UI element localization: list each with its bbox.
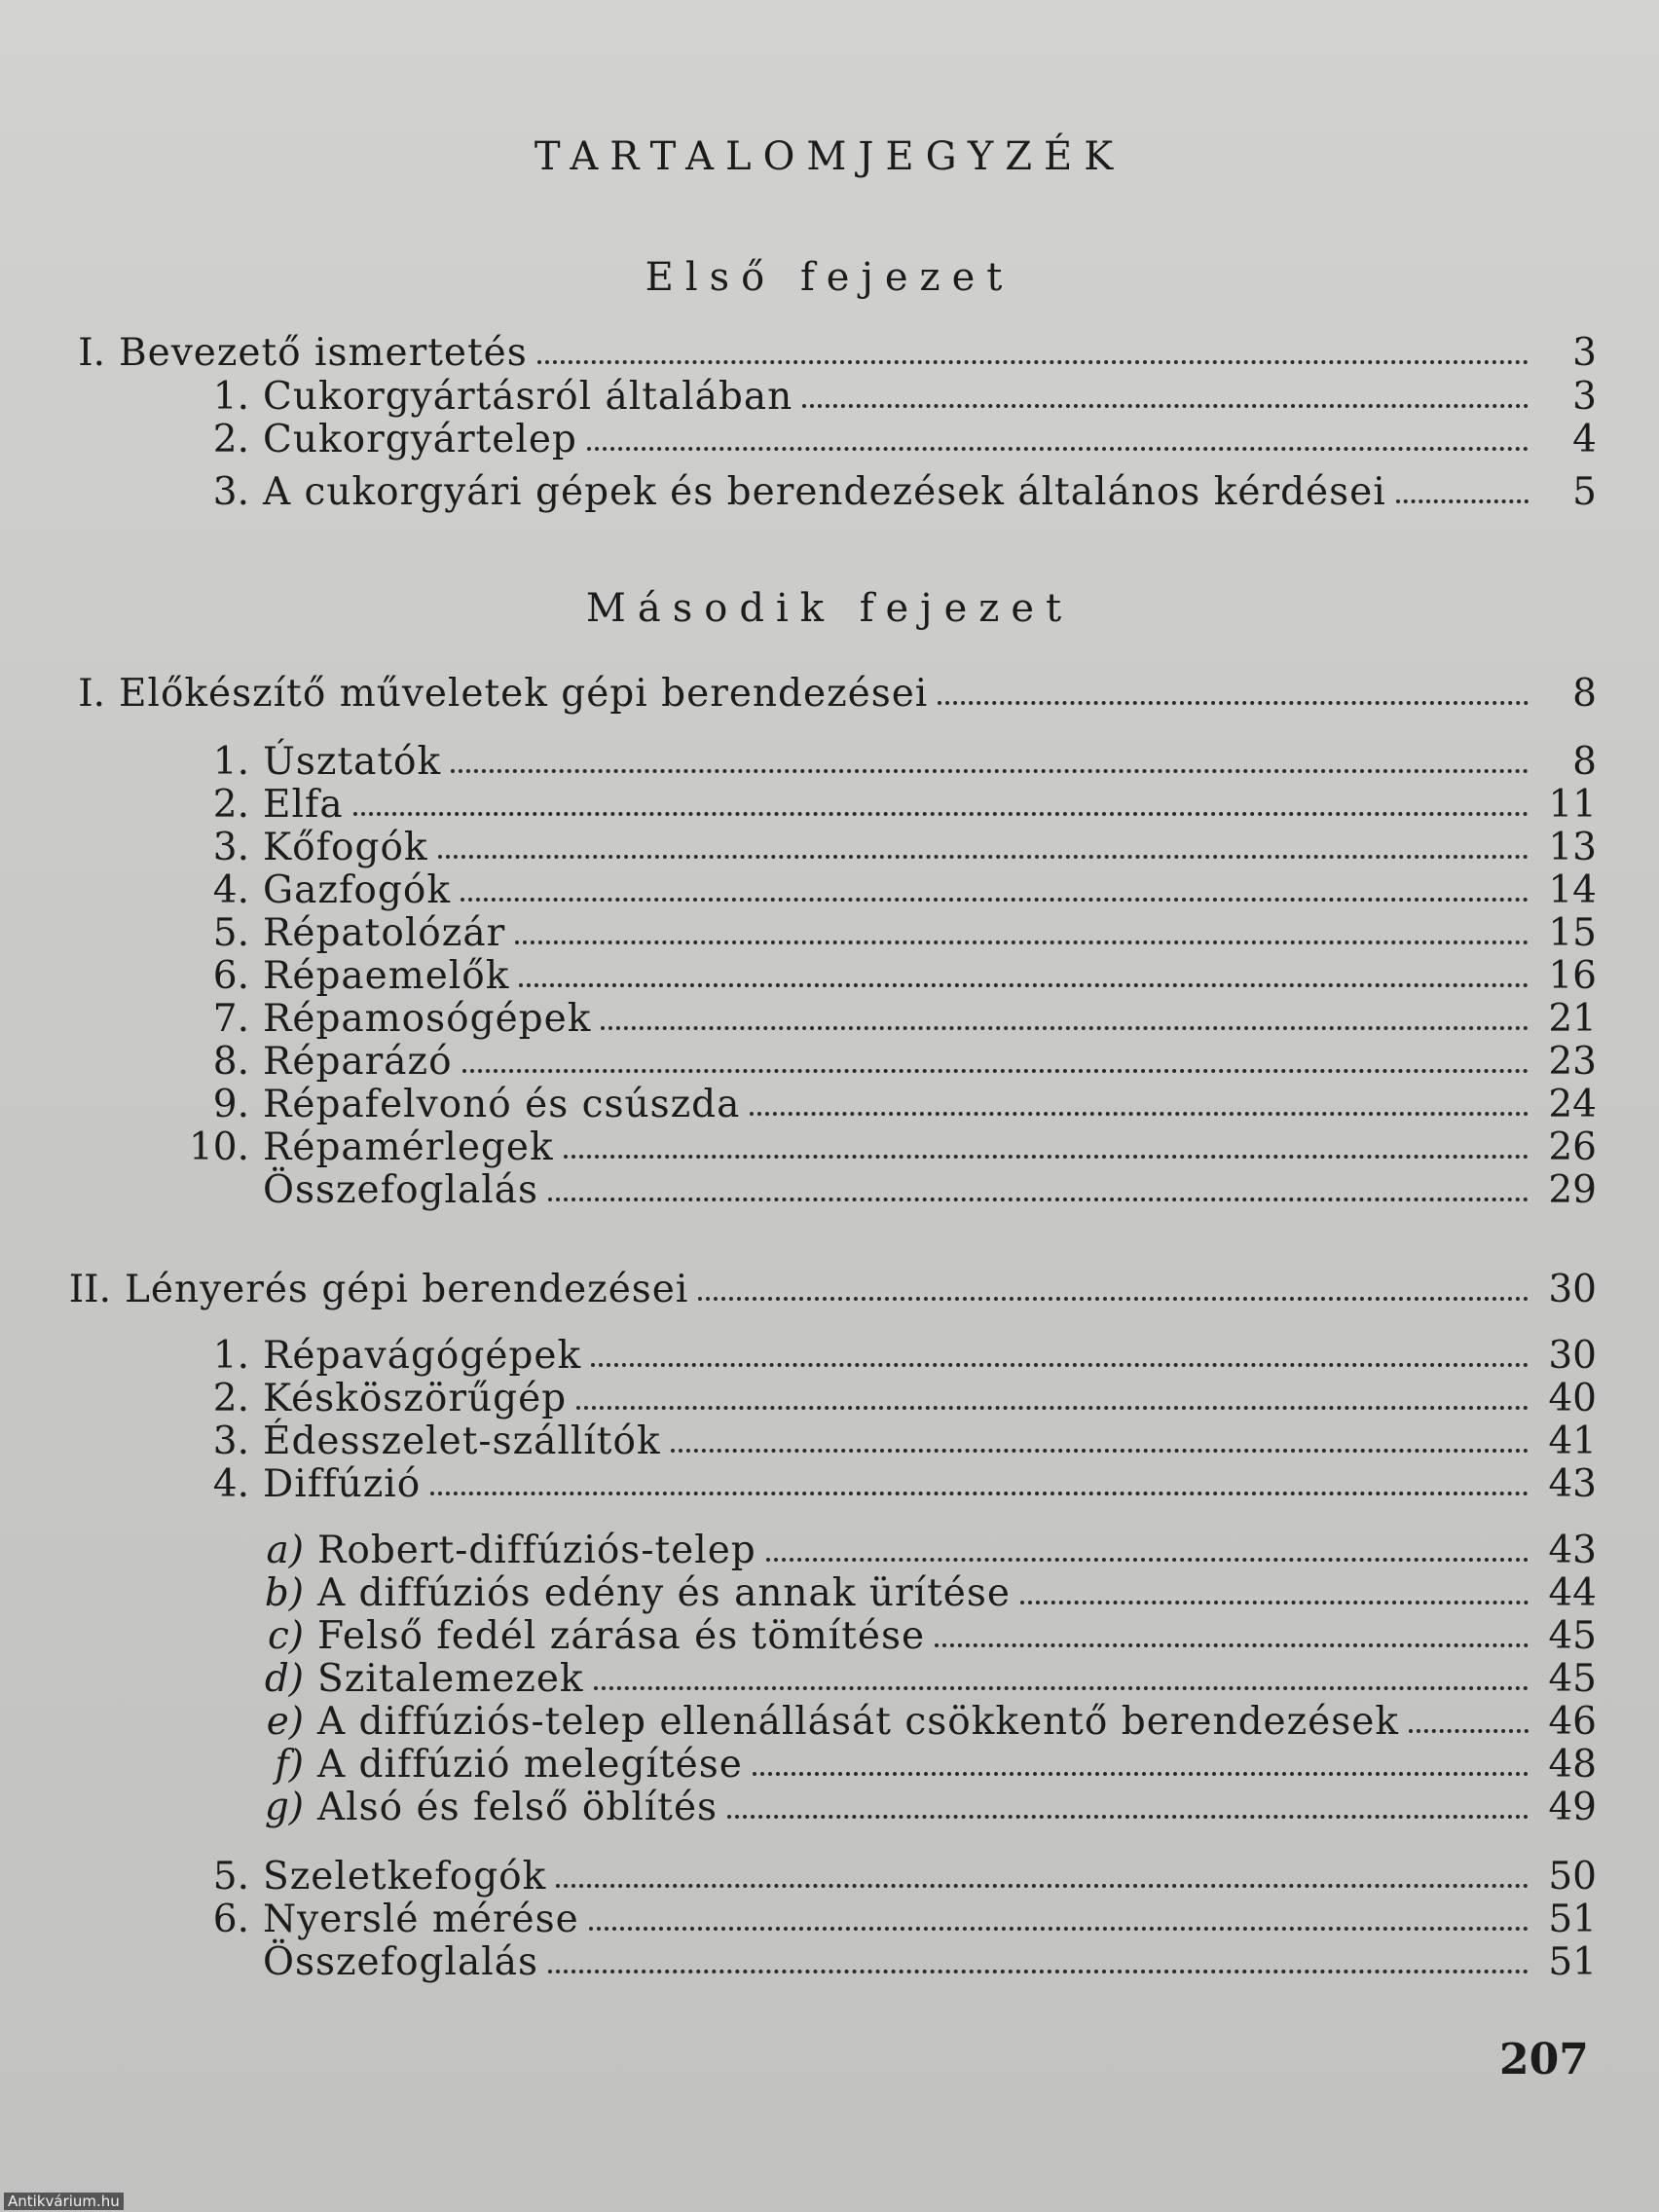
item-label: Késköszörűgép <box>263 1377 568 1420</box>
item-number: 1. <box>212 375 249 419</box>
leader-dots <box>750 1111 1529 1116</box>
item-label: Réparázó <box>263 1040 453 1084</box>
page-ref: 3 <box>1572 375 1597 419</box>
item-number: 2. <box>212 1377 249 1420</box>
toc-item <box>164 1168 1597 1211</box>
subitem-letter: e) <box>266 1700 304 1744</box>
item-label: Répamérlegek <box>263 1125 554 1169</box>
item-label: Összefoglalás <box>263 1168 538 1212</box>
toc-item <box>191 470 1597 513</box>
page-ref: 14 <box>1548 868 1597 912</box>
leader-dots <box>587 446 1529 451</box>
page-ref: 49 <box>1548 1786 1597 1829</box>
section-number: I. <box>78 331 105 375</box>
toc-item <box>164 1419 1597 1462</box>
subitem-label: A diffúziós-telep ellenállását csökkentő berendezések <box>317 1700 1399 1744</box>
leader-dots <box>1020 1600 1529 1604</box>
toc-item <box>164 1940 1597 1983</box>
subitem-label: Alsó és felső öblítés <box>317 1786 719 1829</box>
leader-dots <box>451 768 1529 773</box>
toc-item <box>164 1334 1597 1377</box>
toc-item <box>191 375 1597 418</box>
leader-dots <box>548 1969 1529 1973</box>
page-ref: 5 <box>1572 470 1597 514</box>
item-number: 3. <box>212 470 249 514</box>
page-ref: 45 <box>1548 1657 1597 1701</box>
toc-subitem <box>243 1529 1597 1571</box>
page-ref: 15 <box>1548 911 1597 955</box>
section-number: II. <box>68 1268 111 1311</box>
chapter-heading-1: Első fejezet <box>645 255 1014 300</box>
page-ref: 45 <box>1548 1614 1597 1658</box>
leader-dots <box>727 1814 1529 1819</box>
subitem-letter: c) <box>267 1614 304 1658</box>
toc-section <box>51 331 1597 374</box>
subitem-letter: b) <box>264 1571 304 1615</box>
leader-dots <box>537 359 1529 364</box>
page-ref: 51 <box>1548 1898 1597 1941</box>
leader-dots <box>353 811 1529 816</box>
item-label: Szeletkefogók <box>263 1855 547 1899</box>
item-label: Nyerslé mérése <box>263 1898 579 1941</box>
section-label: Előkészítő műveletek gépi berendezései <box>119 672 929 716</box>
toc-item <box>191 418 1597 461</box>
toc-item <box>164 1083 1597 1125</box>
page-ref: 8 <box>1572 672 1597 716</box>
item-label: Cukorgyártelep <box>263 418 577 461</box>
item-label: Összefoglalás <box>263 1940 538 1984</box>
page-ref: 11 <box>1548 783 1597 827</box>
toc-item <box>164 868 1597 911</box>
subitem-label: Felső fedél zárása és tömítése <box>317 1614 926 1658</box>
item-label: Elfa <box>263 783 344 827</box>
leader-dots <box>766 1557 1529 1562</box>
leader-dots <box>461 897 1529 902</box>
toc-subitem <box>243 1743 1597 1786</box>
toc-item <box>164 1462 1597 1505</box>
item-number: 4. <box>212 1462 249 1506</box>
page-number: 207 <box>1499 2035 1589 2084</box>
section-number: I. <box>78 672 105 716</box>
item-label: Répamosógépek <box>263 997 592 1041</box>
leader-dots <box>462 1068 1529 1073</box>
page-ref: 40 <box>1548 1377 1597 1420</box>
toc-item <box>164 826 1597 868</box>
item-number: 2. <box>212 418 249 461</box>
page-ref: 50 <box>1548 1855 1597 1899</box>
item-number: 6. <box>212 1898 249 1941</box>
leader-dots <box>935 1642 1529 1647</box>
leader-dots <box>438 854 1529 859</box>
section-label: Bevezető ismertetés <box>119 331 528 375</box>
item-label: Répaemelők <box>263 954 510 998</box>
item-number: 1. <box>212 740 249 784</box>
item-label: Cukorgyártásról általában <box>263 375 793 419</box>
leader-dots <box>753 1771 1529 1776</box>
item-number: 2. <box>212 783 249 827</box>
item-number: 5. <box>212 1855 249 1899</box>
item-number: 4. <box>212 868 249 912</box>
toc-item <box>164 783 1597 826</box>
page-ref: 30 <box>1548 1334 1597 1378</box>
item-number: 6. <box>212 954 249 998</box>
page-ref: 44 <box>1548 1571 1597 1615</box>
page-ref: 43 <box>1548 1529 1597 1572</box>
leader-dots <box>1396 498 1529 503</box>
page-ref: 16 <box>1548 954 1597 998</box>
page-ref: 23 <box>1548 1040 1597 1084</box>
toc-subitem <box>243 1786 1597 1828</box>
page-ref: 26 <box>1548 1125 1597 1169</box>
item-number: 3. <box>212 1419 249 1463</box>
leader-dots <box>556 1883 1529 1888</box>
item-number: 7. <box>212 997 249 1041</box>
leader-dots <box>1409 1728 1529 1733</box>
toc-item <box>164 954 1597 997</box>
subitem-label: Robert-diffúziós-telep <box>317 1529 756 1572</box>
page-title: TARTALOMJEGYZÉK <box>534 134 1125 179</box>
item-number: 10. <box>188 1125 249 1169</box>
page-ref: 3 <box>1572 331 1597 375</box>
toc-item <box>164 1125 1597 1168</box>
subitem-label: Szitalemezek <box>317 1657 584 1701</box>
page-ref: 41 <box>1548 1419 1597 1463</box>
subitem-letter: a) <box>266 1529 304 1572</box>
leader-dots <box>564 1154 1529 1159</box>
watermark-text: Antikvárium.hu <box>4 2193 124 2210</box>
page-ref: 46 <box>1548 1700 1597 1744</box>
toc-subitem <box>243 1571 1597 1614</box>
page-ref: 21 <box>1548 997 1597 1041</box>
item-label: Répafelvonó és csúszda <box>263 1083 741 1126</box>
leader-dots <box>601 1025 1529 1030</box>
page-ref: 4 <box>1572 418 1597 461</box>
toc-item <box>164 911 1597 954</box>
item-number: 5. <box>212 911 249 955</box>
item-label: Répatolózár <box>263 911 506 955</box>
toc-subitem <box>243 1657 1597 1700</box>
item-label: Diffúzió <box>263 1462 422 1506</box>
page-ref: 8 <box>1572 740 1597 784</box>
toc-item <box>164 1377 1597 1419</box>
item-label: Édesszelet-szállítók <box>263 1419 661 1463</box>
item-label: Répavágógépek <box>263 1334 582 1378</box>
item-number: 1. <box>212 1334 249 1378</box>
page-ref: 29 <box>1548 1168 1597 1212</box>
subitem-label: A diffúziós edény és annak ürítése <box>317 1571 1011 1615</box>
toc-item <box>164 1855 1597 1898</box>
item-label: Kőfogók <box>263 826 428 869</box>
item-label: Úsztatók <box>263 740 442 784</box>
leader-dots <box>671 1448 1529 1453</box>
toc-section <box>51 672 1597 715</box>
page-ref: 24 <box>1548 1083 1597 1126</box>
item-number: 8. <box>212 1040 249 1084</box>
toc-subitem <box>243 1700 1597 1743</box>
item-number: 9. <box>212 1083 249 1126</box>
item-label: A cukorgyári gépek és berendezések általános kérdései <box>263 470 1386 514</box>
leader-dots <box>576 1405 1529 1410</box>
leader-dots <box>594 1685 1529 1690</box>
leader-dots <box>938 700 1529 705</box>
leader-dots <box>548 1197 1529 1201</box>
toc-section <box>39 1268 1597 1310</box>
subitem-letter: f) <box>275 1743 304 1787</box>
toc-item <box>164 1040 1597 1083</box>
subitem-letter: g) <box>264 1786 304 1829</box>
page-ref: 30 <box>1548 1268 1597 1311</box>
toc-item <box>164 997 1597 1040</box>
chapter-heading-2: Második fejezet <box>585 586 1074 631</box>
subitem-letter: d) <box>264 1657 304 1701</box>
leader-dots <box>591 1362 1529 1367</box>
leader-dots <box>698 1296 1529 1301</box>
item-label: Gazfogók <box>263 868 451 912</box>
page-ref: 43 <box>1548 1462 1597 1506</box>
leader-dots <box>589 1926 1529 1931</box>
leader-dots <box>515 940 1529 944</box>
toc-item <box>164 740 1597 783</box>
leader-dots <box>802 403 1529 408</box>
toc-subitem <box>243 1614 1597 1657</box>
page-ref: 51 <box>1548 1940 1597 1984</box>
page-ref: 13 <box>1548 826 1597 869</box>
toc-item <box>164 1898 1597 1940</box>
leader-dots <box>519 982 1529 987</box>
page-ref: 48 <box>1548 1743 1597 1787</box>
section-label: Lényerés gépi berendezései <box>125 1268 689 1311</box>
subitem-label: A diffúzió melegítése <box>317 1743 743 1787</box>
leader-dots <box>430 1491 1529 1495</box>
item-number: 3. <box>212 826 249 869</box>
